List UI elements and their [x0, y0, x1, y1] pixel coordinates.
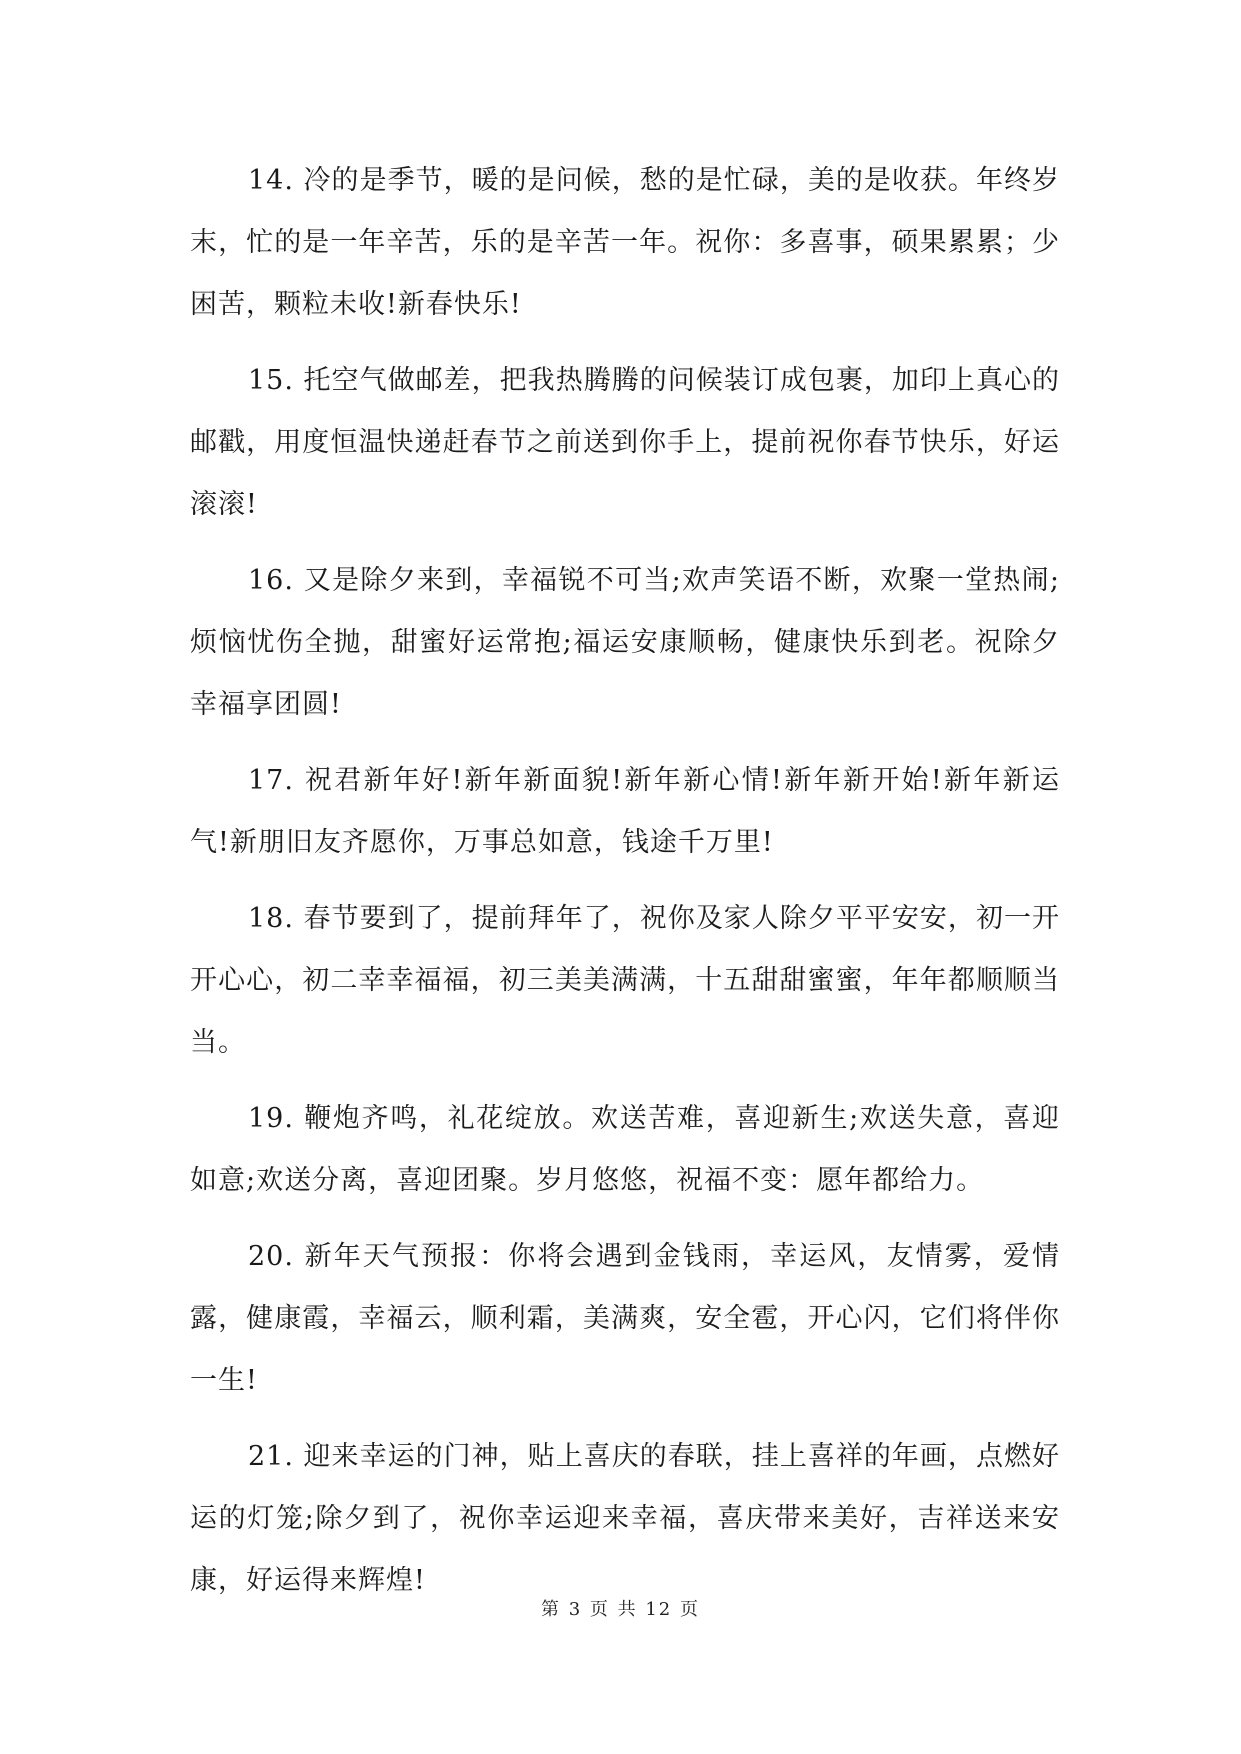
paragraph-18: 18. 春节要到了，提前拜年了，祝你及家人除夕平平安安，初一开开心心，初二幸幸福福，初三美美满满，十五甜甜蜜蜜，年年都顺顺当当。	[190, 903, 1060, 1058]
paragraph-15: 15. 托空气做邮差，把我热腾腾的问候装订成包裹，加印上真心的邮戳，用度恒温快递赶春节之前送到你手上，提前祝你春节快乐，好运滚滚!	[190, 365, 1060, 520]
paragraph-19: 19. 鞭炮齐鸣，礼花绽放。欢送苦难，喜迎新生;欢送失意，喜迎如意;欢送分离，喜迎团聚。岁月悠悠，祝福不变：愿年都给力。	[190, 1103, 1060, 1196]
paragraph-17: 17. 祝君新年好!新年新面貌!新年新心情!新年新开始!新年新运气!新朋旧友齐愿你，万事总如意，钱途千万里!	[190, 765, 1060, 858]
page-number-footer: 第 3 页 共 12 页	[541, 1599, 700, 1620]
paragraph-21: 21. 迎来幸运的门神，贴上喜庆的春联，挂上喜祥的年画，点燃好运的灯笼;除夕到了，祝你幸运迎来幸福，喜庆带来美好，吉祥送来安康，好运得来辉煌!	[190, 1441, 1060, 1596]
paragraph-16: 16. 又是除夕来到，幸福锐不可当;欢声笑语不断，欢聚一堂热闹;烦恼忧伤全抛，甜蜜好运常抱;福运安康顺畅，健康快乐到老。祝除夕幸福享团圆!	[190, 565, 1060, 720]
document-body	[190, 150, 1060, 1626]
paragraph-20: 20. 新年天气预报：你将会遇到金钱雨，幸运风，友情雾，爱情露，健康霞，幸福云，顺利霜，美满爽，安全雹，开心闪，它们将伴你一生!	[190, 1241, 1060, 1396]
paragraph-14: 14. 冷的是季节，暖的是问候，愁的是忙碌，美的是收获。年终岁末，忙的是一年辛苦，乐的是辛苦一年。祝你：多喜事，硕果累累；少困苦，颗粒未收!新春快乐!	[190, 165, 1060, 320]
